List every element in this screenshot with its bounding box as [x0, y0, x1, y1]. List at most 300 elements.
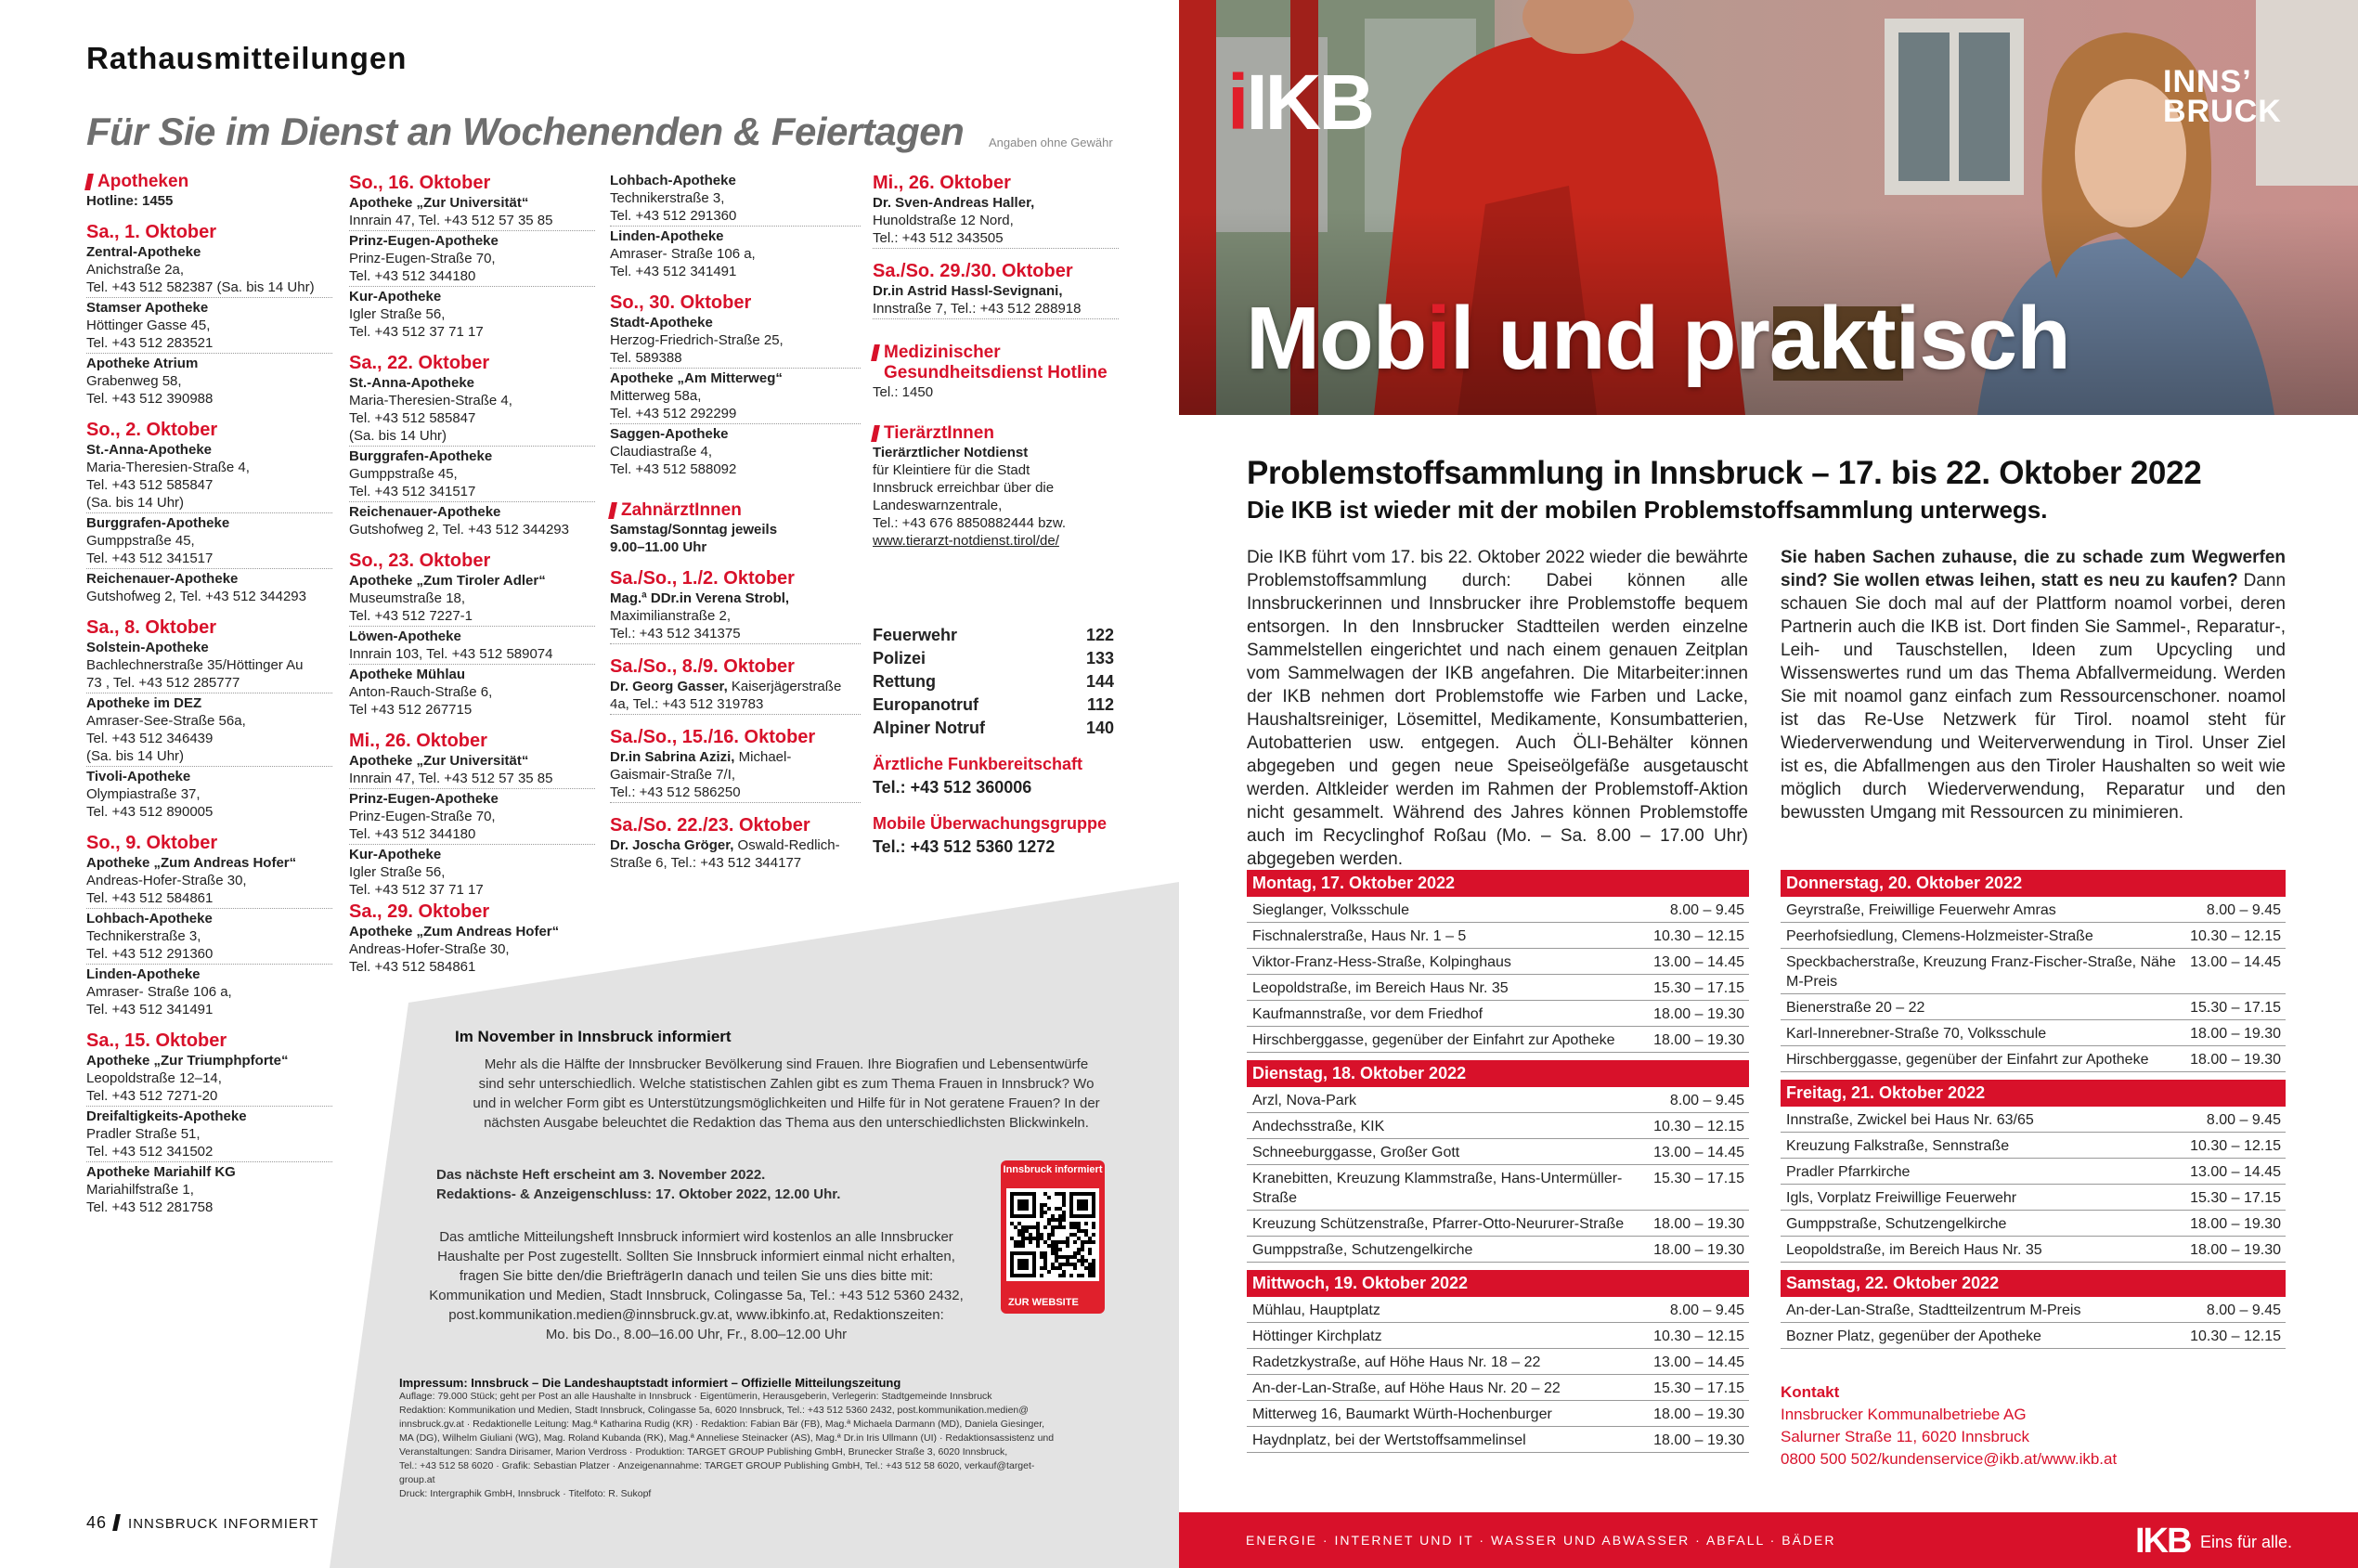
impressum-line: Veranstaltungen: Sandra Dirisamer, Marion Verdross · Produktion: TARGET GROUP Publishing GmbH, Brunecker Straße 3, 6020 Innsbruck, — [399, 1446, 1008, 1458]
schedule-time: 8.00 – 9.45 — [2206, 902, 2281, 918]
innsbruck-logo-line2: BRUCK — [2163, 94, 2282, 129]
schedule-time: 18.00 – 19.30 — [1653, 1006, 1744, 1022]
entry-detail: Andreas-Hofer-Straße 30, — [349, 941, 510, 957]
schedule-right — [1781, 870, 2286, 1349]
qr-website-button[interactable]: ZUR WEBSITE — [1008, 1297, 1079, 1308]
schedule-row — [1247, 1001, 1749, 1027]
date-heading: Sa., 22. Oktober — [349, 353, 490, 373]
entry-name: Reichenauer-Apotheke — [349, 504, 501, 520]
schedule-time: 8.00 – 9.45 — [1669, 1093, 1744, 1108]
schedule-location: Kreuzung Falkstraße, Sennstraße — [1786, 1138, 2010, 1154]
article-subheadline: Die IKB ist wieder mit der mobilen Problemstoffsammlung unterwegs. — [1247, 496, 2048, 524]
schedule-day-header: Montag, 17. Oktober 2022 — [1247, 870, 1749, 897]
pharmacy-column-2 — [349, 172, 595, 976]
entry-detail: Tel. +43 512 292299 — [610, 405, 861, 424]
entry-name: Apotheke „Zum Andreas Hofer“ — [86, 855, 297, 871]
entry-detail: Gaismair-Straße 7/I, — [610, 767, 736, 783]
date-heading: So., 30. Oktober — [610, 292, 752, 313]
date-heading: Mi., 26. Oktober — [349, 731, 487, 751]
contact-line: Salurner Straße 11, 6020 Innsbruck — [1781, 1428, 2030, 1445]
entry-detail: Mitterweg 58a, — [610, 388, 702, 404]
schedule-time: 8.00 – 9.45 — [1669, 1302, 1744, 1318]
entry-detail: Tel. +43 512 344180 — [349, 267, 595, 287]
schedule-location: Geyrstraße, Freiwillige Feuerwehr Amras — [1786, 902, 2056, 918]
entry-detail: Tel. +43 512 281758 — [86, 1199, 214, 1215]
entry-detail: Claudiastraße 4, — [610, 444, 713, 460]
qr-title: Innsbruck informiert — [1003, 1164, 1103, 1175]
schedule-row — [1781, 1133, 2286, 1159]
schedule-row — [1781, 1046, 2286, 1072]
emergency-row — [873, 647, 1114, 670]
entry-detail: Tel. +43 512 7271-20 — [86, 1087, 332, 1107]
entry-detail: Tel. +43 512 291360 — [610, 207, 861, 227]
schedule-time: 10.30 – 12.15 — [1653, 1328, 1744, 1344]
entry-name: 9.00–11.00 Uhr — [610, 539, 707, 555]
entry-name: Dr.in Astrid Hassl-Sevignani, — [873, 283, 1063, 299]
entry-detail: Museumstraße 18, — [349, 590, 466, 606]
entry-detail: Landeswarnzentrale, — [873, 498, 1003, 513]
hero-title-part1: Mob — [1246, 289, 1427, 388]
schedule-time: 18.00 – 19.30 — [2190, 1216, 2281, 1232]
schedule-time: 13.00 – 14.45 — [1653, 954, 1744, 970]
schedule-time: 15.30 – 17.15 — [2190, 1000, 2281, 1016]
emergency-row — [873, 624, 1114, 647]
entry-detail: Maximilianstraße 2, — [610, 608, 732, 624]
entry-detail: Tel. +43 512 584861 — [349, 959, 476, 975]
entry-name: Reichenauer-Apotheke — [86, 571, 239, 587]
footer-bar-icon — [112, 1514, 121, 1531]
entry-name-address — [610, 748, 861, 766]
entry-detail: Tel. +43 512 390988 — [86, 391, 214, 407]
entry-detail: Prinz-Eugen-Straße 70, — [349, 251, 496, 266]
date-heading: So., 9. Oktober — [86, 833, 218, 853]
schedule-time: 8.00 – 9.45 — [2206, 1302, 2281, 1318]
november-title: Im November in Innsbruck informiert — [455, 1028, 732, 1045]
impressum-title: Impressum: Innsbruck – Die Landeshauptstadt informiert – Offizielle Mitteilungszeitung — [399, 1376, 901, 1390]
category-heading: Apotheken — [86, 172, 332, 192]
entry-detail: (Sa. bis 14 Uhr) — [349, 427, 595, 447]
entry-name: Dr. Joscha Gröger, — [610, 837, 734, 853]
entry-name: Burggrafen-Apotheke — [349, 448, 493, 464]
schedule-location: Bienerstraße 20 – 22 — [1786, 1000, 1925, 1016]
entry-name: Apotheke „Zur Universität“ — [349, 753, 529, 769]
schedule-location: Mühlau, Hauptplatz — [1252, 1302, 1380, 1318]
entry-name: Lohbach-Apotheke — [86, 911, 213, 927]
contact-line: Innsbrucker Kommunalbetriebe AG — [1781, 1406, 2027, 1423]
schedule-time: 18.00 – 19.30 — [1653, 1432, 1744, 1448]
innsbruck-logo-line1: INNS’ — [2163, 64, 2252, 99]
entry-detail: Bachlechnerstraße 35/Höttinger Au — [86, 657, 304, 673]
dentist-column — [610, 172, 861, 872]
november-line: sind sehr unterschiedlich. Welche statistischen Zahlen gibt es zum Thema Frauen in Innsbruck? Wo — [478, 1076, 1095, 1092]
entry-detail: Innsbruck erreichbar über die — [873, 480, 1055, 496]
entry-detail: Tel.: +43 512 343505 — [873, 229, 1119, 249]
schedule-location: An-der-Lan-Straße, Stadtteilzentrum M-Preis — [1786, 1302, 2081, 1318]
hero-title-accent: i — [1426, 289, 1450, 388]
entry-detail: Tel. +43 512 341491 — [86, 1002, 214, 1017]
schedule-location: Höttinger Kirchplatz — [1252, 1328, 1382, 1344]
schedule-location: Leopoldstraße, im Bereich Haus Nr. 35 — [1252, 980, 1509, 996]
vet-link[interactable]: www.tierarzt-notdienst.tirol/de/ — [873, 533, 1059, 549]
november-text — [452, 1055, 1121, 1133]
schedule-row — [1247, 1297, 1749, 1323]
entry-name-address — [610, 678, 861, 695]
november-line: Mehr als die Hälfte der Innsbrucker Bevölkerung sind Frauen. Ihre Biografien und Lebensentwürfe — [484, 1056, 1089, 1072]
article-noamol-text: Dann schauen Sie doch mal auf der Plattform noamol vorbei, deren Partnerin auch die IKB ist. Dort finden Sie Sammel-, Reparatur-, Leih- und Tauschstellen, Ideen zum Upcycling und Wissenswertes rund um das Thema Abfallvermeidung. Werden Sie mit noamol ganz einfach zum Ressourcenschoner. noamol ist das Re-Use Netzwerk für Tirol. noamol steht für Wiederverwendung und Weiterverwendung in Tirol. Unser Ziel ist es, die Abfallmengen aus den Tiroler Haushalten so weit wie möglich durch Wiederverwendung, Reparatur und den bewussten Umgang mit Ressourcen zu minimieren. — [1781, 571, 2287, 823]
emergency-name: Alpiner Notruf — [873, 719, 985, 737]
schedule-day-header: Mittwoch, 19. Oktober 2022 — [1247, 1270, 1749, 1297]
contact-line: 0800 500 502/kundenservice@ikb.at/www.ikb.at — [1781, 1450, 2118, 1468]
distribution-line: fragen Sie bitte den/die BriefträgerIn danach und teilen Sie uns dies bitte mit: — [459, 1268, 934, 1284]
emergency-name: Europanotruf — [873, 695, 978, 714]
article-text-right — [1781, 546, 2286, 824]
entry-detail: Olympiastraße 37, — [86, 786, 201, 802]
entry-name: Samstag/Sonntag jeweils — [610, 522, 778, 538]
emergency-row — [873, 693, 1114, 717]
schedule-time: 15.30 – 17.15 — [2190, 1190, 2281, 1206]
entry-detail: Anichstraße 2a, — [86, 262, 185, 278]
schedule-row — [1247, 975, 1749, 1001]
schedule-row — [1781, 897, 2286, 923]
entry-name: Burggrafen-Apotheke — [86, 515, 230, 531]
schedule-time: 13.00 – 14.45 — [2190, 1164, 2281, 1180]
entry-detail: Tel. +43 512 283521 — [86, 334, 332, 354]
date-heading: So., 2. Oktober — [86, 420, 218, 440]
qr-code-icon — [1006, 1188, 1099, 1281]
entry-detail: Technikerstraße 3, — [86, 928, 201, 944]
entry-detail: Tel. 589388 — [610, 349, 861, 369]
schedule-left — [1247, 870, 1749, 1453]
schedule-location: Kranebitten, Kreuzung Klammstraße, Hans-Untermüller-Straße — [1252, 1171, 1623, 1206]
ikb-logo-mark-icon: i — [1227, 58, 1247, 146]
category-heading: Medizinischer Gesundheitsdienst Hotline — [873, 343, 1119, 383]
contact-title: Kontakt — [1781, 1383, 1840, 1401]
schedule-time: 13.00 – 14.45 — [1653, 1145, 1744, 1160]
schedule-time: 18.00 – 19.30 — [2190, 1242, 2281, 1258]
schedule-row — [1247, 1027, 1749, 1053]
entry-name: Apotheke Atrium — [86, 356, 199, 371]
entry-detail: Prinz-Eugen-Straße 70, — [349, 809, 496, 824]
schedule-row — [1247, 1323, 1749, 1349]
footer-text: INNSBRUCK INFORMIERT — [128, 1516, 319, 1532]
entry-name: Apotheke Mühlau — [349, 667, 466, 682]
distribution-line: post.kommunikation.medien@innsbruck.gv.at, www.ibkinfo.at, Redaktionszeiten: — [448, 1307, 944, 1323]
entry-detail: Tel.: 1450 — [873, 384, 934, 400]
spacer — [873, 401, 1119, 423]
schedule-time: 8.00 – 9.45 — [2206, 1112, 2281, 1128]
schedule-time: 18.00 – 19.30 — [1653, 1032, 1744, 1048]
category-heading: TierärztInnen — [873, 423, 1119, 444]
article-question: Sie haben Sachen zuhause, die zu schade zum Wegwerfen sind? Sie wollen etwas leihen, statt es neu zu kaufen? — [1781, 548, 2286, 590]
emergency-number: 112 — [1086, 695, 1114, 714]
entry-detail: Amraser- Straße 106 a, — [86, 984, 232, 1000]
schedule-time: 15.30 – 17.15 — [1653, 1171, 1744, 1186]
schedule-row — [1781, 923, 2286, 949]
schedule-row — [1247, 1349, 1749, 1375]
ikb-logo — [1227, 58, 1372, 148]
schedule-location: Karl-Innerebner-Straße 70, Volksschule — [1786, 1026, 2047, 1042]
entry-detail: Gumppstraße 45, — [349, 466, 458, 482]
entry-name: Saggen-Apotheke — [610, 426, 729, 442]
date-heading: Sa./So., 1./2. Oktober — [610, 568, 795, 589]
entry-name: Prinz-Eugen-Apotheke — [349, 233, 499, 249]
entry-detail: Tel. +43 512 585847 — [86, 477, 214, 493]
entry-detail: Tel. +43 512 346439 — [86, 731, 214, 746]
date-heading: So., 23. Oktober — [349, 551, 491, 571]
entry-detail: Amraser-See-Straße 56a, — [86, 713, 246, 729]
entry-name: Mag.ª DDr.in Verena Strobl, — [610, 590, 790, 606]
schedule-location: Bozner Platz, gegenüber der Apotheke — [1786, 1328, 2041, 1344]
schedule-location: Haydnplatz, bei der Wertstoffsammelinsel — [1252, 1432, 1526, 1448]
disclaimer-note: Angaben ohne Gewähr — [989, 136, 1113, 149]
entry-name: Dreifaltigkeits-Apotheke — [86, 1108, 247, 1124]
article-headline: Problemstoffsammlung in Innsbruck – 17. bis 22. Oktober 2022 — [1247, 455, 2202, 491]
emergency-row — [873, 670, 1114, 693]
schedule-location: Leopoldstraße, im Bereich Haus Nr. 35 — [1786, 1242, 2042, 1258]
entry-detail: Tel +43 512 267715 — [349, 702, 473, 718]
entry-detail: Tel. +43 512 344180 — [349, 825, 595, 845]
business-areas: ENERGIE · INTERNET UND IT · WASSER UND ABWASSER · ABFALL · BÄDER — [1246, 1533, 1836, 1548]
entry-name: St.-Anna-Apotheke — [86, 442, 212, 458]
entry-detail: 73 , Tel. +43 512 285777 — [86, 674, 332, 693]
entry-name: Stadt-Apotheke — [610, 315, 713, 330]
schedule-location: Gumppstraße, Schutzengelkirche — [1252, 1242, 1473, 1258]
entry-name: Apotheke „Zur Universität“ — [349, 195, 529, 211]
schedule-row — [1247, 897, 1749, 923]
schedule-row — [1247, 923, 1749, 949]
entry-name: Linden-Apotheke — [86, 966, 201, 982]
entry-detail: Tel. +43 512 585847 — [349, 410, 476, 426]
entry-detail: Innrain 47, Tel. +43 512 57 35 85 — [349, 212, 595, 231]
bottom-ikb-logo-text: IKB — [2135, 1522, 2191, 1561]
entry-detail: Tel. +43 512 341491 — [610, 264, 737, 279]
deadline: Redaktions- & Anzeigenschluss: 17. Oktober 2022, 12.00 Uhr. — [436, 1186, 841, 1202]
schedule-day-header: Donnerstag, 20. Oktober 2022 — [1781, 870, 2286, 897]
slogan: Eins für alle. — [2200, 1533, 2293, 1551]
entry-name: Prinz-Eugen-Apotheke — [349, 791, 499, 807]
schedule-day-header: Freitag, 21. Oktober 2022 — [1781, 1080, 2286, 1107]
entry-detail: Tel. +43 512 37 71 17 — [349, 882, 484, 898]
entry-detail: Amraser- Straße 106 a, — [610, 246, 756, 262]
schedule-row — [1781, 1185, 2286, 1211]
entry-address: Michael- — [734, 749, 792, 765]
schedule-row — [1247, 1375, 1749, 1401]
impressum-line: MA (DG), Wilhelm Giuliani (WG), Mag. Roland Kubanda (RK), Mag.ª Anneliese Steinacker (AS), Mag.ª Dr.in Iris Ullmann (UI) · Redaktionsassistenz und — [399, 1432, 1055, 1444]
entry-detail: Gumppstraße 45, — [86, 533, 195, 549]
page-footer — [86, 1513, 319, 1533]
entry-detail: Tel. +43 512 582387 (Sa. bis 14 Uhr) — [86, 279, 332, 298]
pharmacy-column-1 — [86, 172, 332, 1216]
schedule-time: 18.00 – 19.30 — [2190, 1052, 2281, 1068]
schedule-time: 10.30 – 12.15 — [2190, 1138, 2281, 1154]
schedule-day-header: Samstag, 22. Oktober 2022 — [1781, 1270, 2286, 1297]
schedule-location: Speckbacherstraße, Kreuzung Franz-Fischer-Straße, Nähe M-Preis — [1786, 954, 2176, 990]
entry-detail: Grabenweg 58, — [86, 373, 182, 389]
entry-detail: Tel. +43 512 291360 — [86, 945, 332, 965]
entry-name: Hotline: 1455 — [86, 193, 174, 209]
entry-detail: Pradler Straße 51, — [86, 1126, 201, 1142]
schedule-row — [1247, 1401, 1749, 1427]
vet-column — [873, 172, 1119, 550]
entry-name: Apotheke „Zum Andreas Hofer“ — [349, 924, 560, 940]
next-issue — [436, 1165, 956, 1204]
schedule-location: Hirschberggasse, gegenüber der Einfahrt zur Apotheke — [1786, 1052, 2149, 1068]
schedule-location: Viktor-Franz-Hess-Straße, Kolpinghaus — [1252, 954, 1511, 970]
emergency-name: Rettung — [873, 672, 936, 691]
schedule-time: 10.30 – 12.15 — [1653, 928, 1744, 944]
innsbruck-logo — [2163, 64, 2282, 129]
date-heading: Sa., 8. Oktober — [86, 617, 217, 638]
impressum-line: innsbruck.gv.at · Redaktionelle Leitung: Mag.ª Katharina Rudig (KR) · Redaktion: Fabian Bär (FB), Mag.ª Michaela Darmann (MD), Daniela Giesinger, — [399, 1419, 1045, 1430]
schedule-time: 15.30 – 17.15 — [1653, 1380, 1744, 1396]
mobile-title: Mobile Überwachungsgruppe — [873, 814, 1108, 833]
spacer — [610, 478, 861, 500]
entry-name: Apotheke „Zur Triumphpforte“ — [86, 1053, 289, 1069]
schedule-location: Innstraße, Zwickel bei Haus Nr. 63/65 — [1786, 1112, 2034, 1128]
entry-detail: 4a, Tel.: +43 512 319783 — [610, 695, 861, 715]
schedule-row — [1781, 1297, 2286, 1323]
entry-detail: Andreas-Hofer-Straße 30, — [86, 873, 247, 888]
entry-name: Dr. Sven-Andreas Haller, — [873, 195, 1035, 211]
date-heading: Sa., 29. Oktober — [349, 901, 490, 922]
entry-name: Tierärztlicher Notdienst — [873, 445, 1029, 460]
entry-name-address — [610, 836, 861, 854]
entry-detail: Herzog-Friedrich-Straße 25, — [610, 332, 784, 348]
entry-detail: Höttinger Gasse 45, — [86, 317, 211, 333]
schedule-row — [1247, 1087, 1749, 1113]
schedule-time: 15.30 – 17.15 — [1653, 980, 1744, 996]
entry-detail: Hunoldstraße 12 Nord, — [873, 213, 1014, 228]
entry-detail: Tel.: +43 512 586250 — [610, 784, 861, 803]
entry-detail: Tel. +43 512 341517 — [86, 550, 332, 569]
schedule-row — [1247, 1139, 1749, 1165]
emergency-row — [873, 717, 1114, 740]
entry-detail: Straße 6, Tel.: +43 512 344177 — [610, 855, 802, 871]
schedule-row — [1781, 949, 2286, 994]
date-heading: Sa./So., 15./16. Oktober — [610, 727, 816, 747]
entry-detail: Tel.: +43 512 341375 — [610, 625, 861, 644]
entry-detail: Tel. +43 512 37 71 17 — [349, 324, 484, 340]
impressum — [399, 1376, 1068, 1501]
article-text-left: Die IKB führt vom 17. bis 22. Oktober 2022 wieder die bewährte Problemstoffsammlung durch: Dabei können alle Innsbruckerinnen und Innsbrucker ihre Problemstoffe bequem entsorgen. In den Innsbrucker Stadtteilen werden einzelne Sammelstellen eingerichtet und nach einem genauen Zeitplan vom Sammelwagen der IKB angefahren. Die Mitarbeiter:innen der IKB nehmen dort Problemstoffe wie Farben und Lacke, Haushaltsreiniger, Lösemittel, Medikamente, Konsumbatterien, Autobatterien usw. entgegen. Auch ÖLI-Behälter können abgegeben und gegen neue Speiseölgefäße ausgetauscht werden. Altkleider werden im Rahmen der Problemstoff-Aktion nicht gesammelt. Während des Jahres können Problemstoffe auch im Recyclinghof Roßau (Mo. – Sa. 8.00 – 17.00 Uhr) abgegeben werden. — [1247, 548, 1748, 869]
date-heading: Sa./So., 8./9. Oktober — [610, 656, 795, 677]
schedule-location: Pradler Pfarrkirche — [1786, 1164, 1911, 1180]
entry-detail: Tel. +43 512 890005 — [86, 804, 214, 820]
impressum-line: Druck: Intergraphik GmbH, Innsbruck · Titelfoto: R. Sukopf — [399, 1488, 652, 1499]
funk-title: Ärztliche Funkbereitschaft — [873, 755, 1083, 773]
entry-name: Linden-Apotheke — [610, 228, 724, 244]
schedule-row — [1781, 994, 2286, 1020]
schedule-location: Sieglanger, Volksschule — [1252, 902, 1409, 918]
entry-detail: Tel. +43 512 584861 — [86, 889, 332, 909]
impressum-line: Tel.: +43 512 58 6020 · Grafik: Sebastian Platzer · Anzeigenannahme: TARGET GROUP Publishing GmbH, Tel.: +43 512 58 6020, verkauf@target-group.at — [399, 1460, 1035, 1485]
spacer — [873, 320, 1119, 343]
entry-detail: für Kleintiere für die Stadt — [873, 462, 1030, 478]
schedule-time: 8.00 – 9.45 — [1669, 902, 1744, 918]
date-heading: Sa., 15. Oktober — [86, 1030, 227, 1051]
schedule-location: Schneeburggasse, Großer Gott — [1252, 1145, 1460, 1160]
schedule-time: 13.00 – 14.45 — [1653, 1354, 1744, 1370]
schedule-location: Radetzkystraße, auf Höhe Haus Nr. 18 – 22 — [1252, 1354, 1541, 1370]
entry-detail: Innstraße 7, Tel.: +43 512 288918 — [873, 300, 1119, 319]
entry-name: Tivoli-Apotheke — [86, 769, 191, 784]
next-issue-date: Das nächste Heft erscheint am 3. November 2022. — [436, 1167, 766, 1183]
qr-code-box[interactable] — [1001, 1160, 1105, 1314]
schedule-time: 18.00 – 19.30 — [1653, 1242, 1744, 1258]
emergency-number: 133 — [1085, 649, 1114, 667]
entry-name: Dr. Georg Gasser, — [610, 679, 728, 694]
schedule-location: Andechsstraße, KIK — [1252, 1119, 1385, 1134]
schedule-location: An-der-Lan-Straße, auf Höhe Haus Nr. 20 – 22 — [1252, 1380, 1561, 1396]
emergency-name: Feuerwehr — [873, 626, 958, 644]
entry-name: Apotheke Mariahilf KG — [86, 1164, 236, 1180]
schedule-day-header: Dienstag, 18. Oktober 2022 — [1247, 1060, 1749, 1087]
entry-detail: Maria-Theresien-Straße 4, — [86, 460, 250, 475]
schedule-time: 10.30 – 12.15 — [2190, 928, 2281, 944]
entry-detail: Tel. +43 512 341517 — [349, 483, 595, 502]
entry-name: Zentral-Apotheke — [86, 244, 201, 260]
distribution-line: Mo. bis Do., 8.00–16.00 Uhr, Fr., 8.00–12.00 Uhr — [545, 1327, 848, 1342]
schedule-time: 18.00 – 19.30 — [1653, 1216, 1744, 1232]
entry-detail: (Sa. bis 14 Uhr) — [86, 494, 332, 513]
entry-detail: Tel.: +43 676 8850882444 bzw. — [873, 515, 1067, 531]
entry-name: Apotheke im DEZ — [86, 695, 202, 711]
date-heading: Mi., 26. Oktober — [873, 173, 1011, 193]
schedule-row — [1781, 1020, 2286, 1046]
right-page — [1179, 0, 2358, 1568]
entry-detail: Anton-Rauch-Straße 6, — [349, 684, 493, 700]
schedule-time: 18.00 – 19.30 — [1653, 1406, 1744, 1422]
schedule-time: 10.30 – 12.15 — [2190, 1328, 2281, 1344]
entry-detail: Technikerstraße 3, — [610, 190, 725, 206]
section-title: Rathausmitteilungen — [86, 41, 408, 75]
entry-name: Solstein-Apotheke — [86, 640, 209, 655]
entry-detail: Igler Straße 56, — [349, 306, 446, 322]
entry-name: Stamser Apotheke — [86, 300, 209, 316]
page-number: 46 — [86, 1513, 108, 1532]
date-heading: Sa., 1. Oktober — [86, 222, 217, 242]
hero-title — [1246, 288, 2070, 390]
mobile-tel: Tel.: +43 512 5360 1272 — [873, 837, 1056, 856]
date-heading: Sa./So. 22./23. Oktober — [610, 815, 810, 836]
distribution-info — [408, 1227, 984, 1344]
emergency-number: 140 — [1085, 719, 1114, 737]
entry-detail: Igler Straße 56, — [349, 864, 446, 880]
emergency-number: 144 — [1085, 672, 1114, 691]
entry-detail: Mariahilfstraße 1, — [86, 1182, 194, 1198]
schedule-location: Peerhofsiedlung, Clemens-Holzmeister-Straße — [1786, 928, 2093, 944]
entry-detail: Gutshofweg 2, Tel. +43 512 344293 — [349, 522, 569, 538]
entry-name: Apotheke „Zum Tiroler Adler“ — [349, 573, 546, 589]
entry-name: Apotheke „Am Mitterweg“ — [610, 370, 783, 386]
schedule-location: Fischnalerstraße, Haus Nr. 1 – 5 — [1252, 928, 1467, 944]
schedule-location: Gumppstraße, Schutzengelkirche — [1786, 1216, 2007, 1232]
schedule-location: Igls, Vorplatz Freiwillige Feuerwehr — [1786, 1190, 2017, 1206]
schedule-row — [1781, 1107, 2286, 1133]
hero-title-part2: l und praktisch — [1449, 289, 2070, 388]
bottom-ikb-logo — [2135, 1522, 2190, 1562]
entry-detail: Tel. +43 512 341502 — [86, 1143, 332, 1162]
entry-detail: Gutshofweg 2, Tel. +43 512 344293 — [86, 589, 306, 604]
impressum-line: Redaktion: Kommunikation und Medien, Stadt Innsbruck, Colingasse 5a, 6020 Innsbruck, Tel.: +43 512 5360 2432, post.kommunikation.medien@ — [399, 1405, 1029, 1416]
schedule-row — [1247, 1237, 1749, 1263]
ikb-logo-text: IKB — [1246, 58, 1373, 146]
entry-detail: Innrain 103, Tel. +43 512 589074 — [349, 645, 595, 665]
november-line: nächsten Ausgabe beleuchtet die Redaktion das Thema aus den unterschiedlichsten Blickwinkeln. — [484, 1115, 1089, 1131]
contact-block — [1781, 1381, 2117, 1471]
emergency-numbers — [873, 624, 1119, 859]
november-line: und in welcher Form gibt es Unterstützungsmöglichkeiten und Hilfe für in Not geratene Frauen? In der — [473, 1095, 1100, 1111]
